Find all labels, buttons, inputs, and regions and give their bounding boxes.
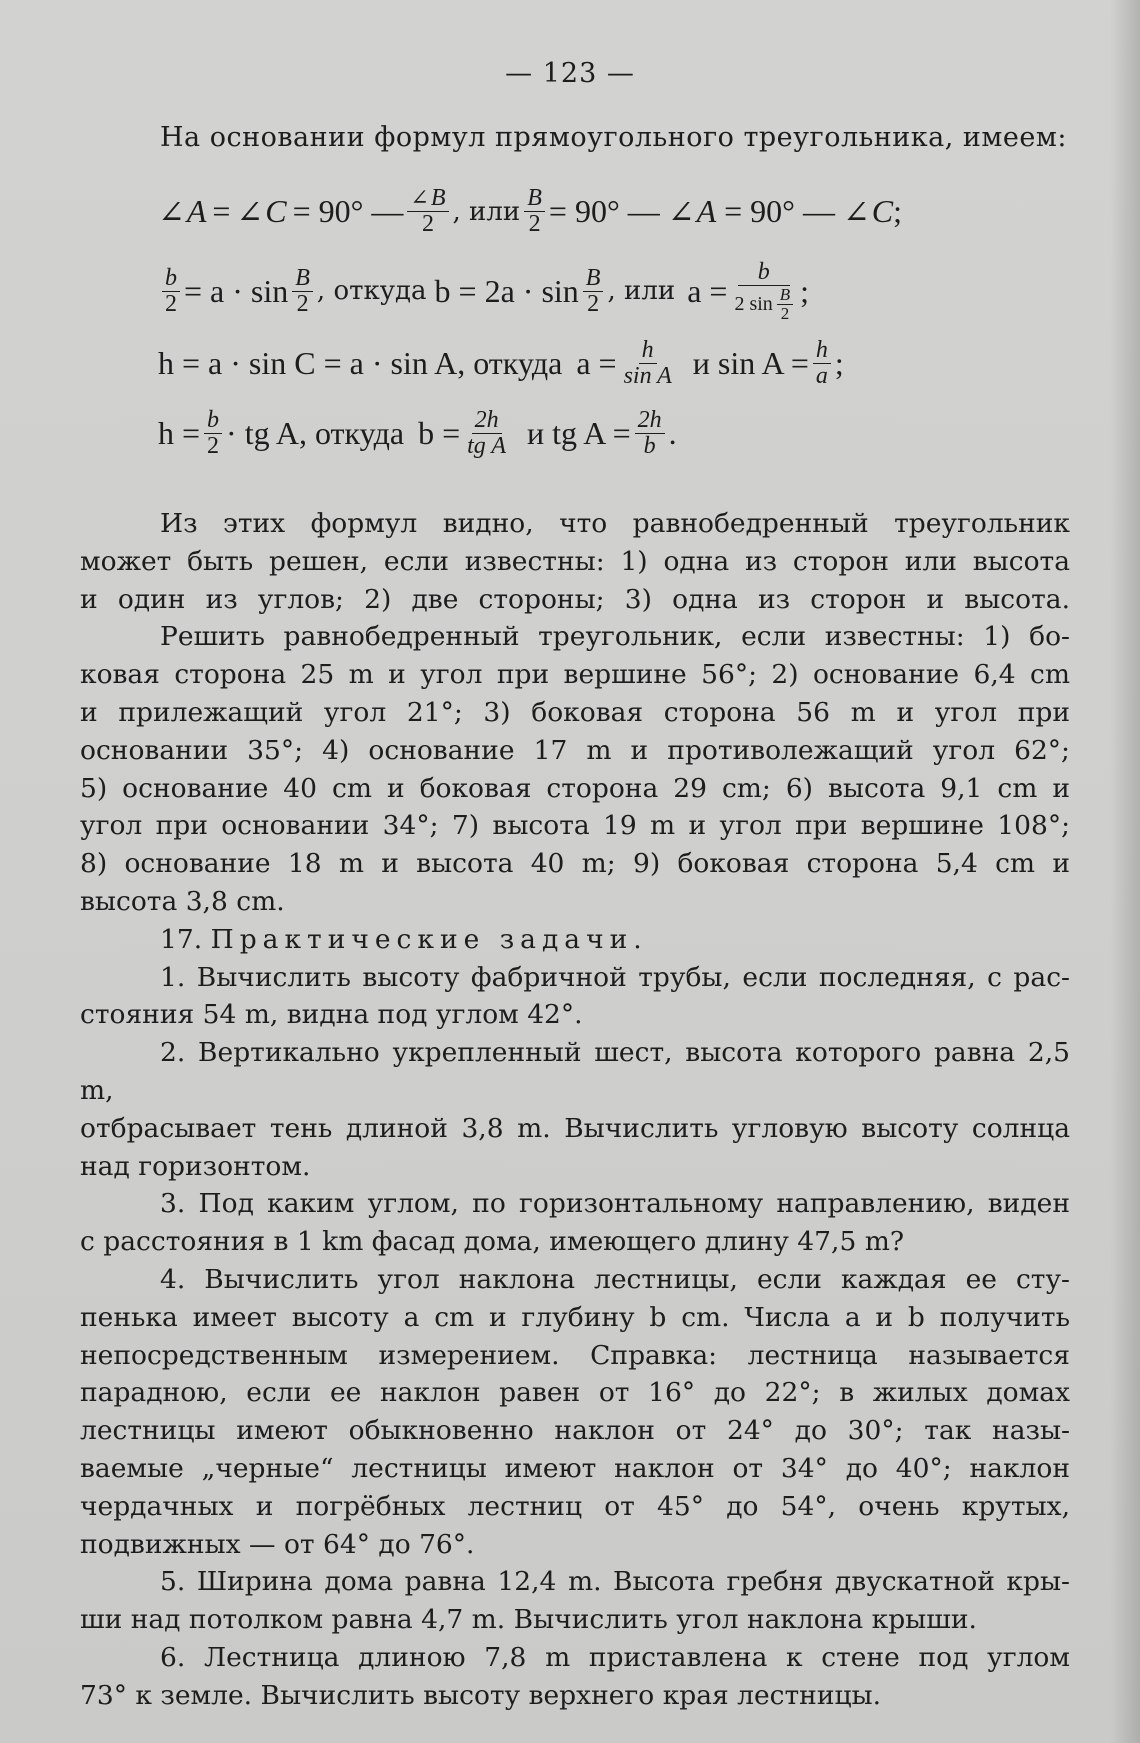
angle-symbol: ∠ — [158, 193, 185, 230]
task-line: непосредственным измерением. Справка: лестница называется — [80, 1339, 1070, 1371]
paragraph-line: 5) основание 40 cm и боковая сторона 29 cm; 6) высота 9,1 cm и — [80, 772, 1070, 804]
var-a: A — [186, 193, 207, 230]
formula-text: a = — [687, 272, 728, 309]
paragraph-line: Из этих формул видно, что равнобедренный треугольник — [160, 508, 1070, 539]
angle-symbol: ∠ — [667, 193, 695, 230]
var-c: C — [265, 193, 287, 230]
task-line: над горизонтом. — [80, 1150, 311, 1182]
equals-90: = 90° — — [548, 193, 660, 230]
task-line: 6. Лестница длиною 7,8 m приставлена к стене под углом — [160, 1641, 1070, 1673]
formula-text: и tg A = — [527, 415, 631, 452]
task-line: ши над потолком равна 4,7 m. Вычислить угол наклона крыши. — [80, 1604, 977, 1636]
formula-sides — [158, 260, 1078, 323]
fraction-b-over-2: $\frac{b}{2}$ — [204, 408, 222, 459]
section-number: 17. — [160, 923, 203, 955]
fraction-2h-over-tgA: $\frac{2h}{\text{tg A}}$ — [467, 407, 507, 460]
task-line: 73° к земле. Вычислить высоту верхнего края лестницы. — [80, 1679, 882, 1711]
formula-text: h = — [158, 415, 201, 452]
equals-90: = 90° — — [292, 193, 404, 230]
paragraph-line: и прилежащий угол 21°; 3) боковая сторона 56 m и угол при — [80, 696, 1070, 728]
task-line: 1. Вычислить высоту фабричной трубы, если последняя, с рас- — [160, 961, 1070, 993]
formula-text: b = — [418, 415, 461, 452]
fraction-b-over-2: $\frac{\angle B}{2}$ — [407, 186, 448, 237]
or-text: , или — [452, 196, 521, 227]
fraction-2h-over-b: $\frac{2h}{b}$ — [635, 408, 665, 459]
fraction-h-over-sinA: $\frac{h}{\text{sin A}}$ — [623, 337, 672, 390]
formula-angles — [158, 186, 1078, 237]
equals: = — [212, 193, 231, 230]
whence-text: , откуда — [316, 276, 427, 307]
fraction-b-over-2sin: b 2 sin $\frac{B}{2}$ — [731, 260, 796, 323]
formula-text: = a · sin — [184, 272, 289, 309]
fraction-b-over-2: $\frac{b}{2}$ — [162, 266, 180, 317]
task-line: 3. Под каким углом, по горизонтальному направлению, виден — [160, 1188, 1070, 1220]
equals-90: = 90° — — [724, 193, 835, 230]
task-line: отбрасывает тень длиной 3,8 m. Вычислить угловую высоту солнца — [80, 1112, 1070, 1144]
var-a: A — [696, 193, 717, 230]
paragraph-line: и один из углов; 2) две стороны; 3) одна из сторон и высота. — [80, 583, 1070, 615]
task-line: подвижных — от 64° до 76°. — [80, 1528, 475, 1560]
body-text — [80, 505, 1070, 1715]
paragraph-line: высота 3,8 cm. — [80, 885, 285, 917]
period: . — [668, 415, 677, 452]
task-line: чердачных и погрёбных лестниц от 45° до 54°, очень крутых, — [80, 1490, 1070, 1522]
formula-text: a = — [576, 345, 617, 382]
section-heading — [80, 921, 1070, 959]
semicolon: ; — [800, 272, 810, 309]
task-line: пенька имеет высоту a cm и глубину b cm. Числа a и b получить — [80, 1301, 1070, 1333]
angle-symbol: ∠ — [842, 193, 870, 230]
formula-text: h = a · sin C = a · sin A, откуда — [158, 345, 563, 382]
formula-text: и sin A = — [692, 345, 809, 382]
task-line: 5. Ширина дома равна 12,4 m. Высота гребня двускатной кры- — [160, 1566, 1070, 1598]
formula-text: · tg A, откуда — [226, 415, 405, 452]
formula-tangent — [158, 408, 1078, 459]
paragraph-line: Решить равнобедренный треугольник, если известны: 1) бо- — [160, 621, 1070, 653]
paragraph-line: может быть решен, если известны: 1) одна из сторон или высота — [80, 545, 1070, 577]
paragraph-line: основании 35°; 4) основание 17 m и противолежащий угол 62°; — [80, 734, 1070, 766]
var-c: C — [871, 193, 894, 230]
lead-sentence: На основании формул прямоугольного треугольника, имеем: — [160, 122, 1067, 153]
fraction-b-over-2: $\frac{B}{2}$ — [292, 266, 313, 317]
task-line: парадною, если ее наклон равен от 16° до 22°; в жилых домах — [80, 1377, 1070, 1409]
paragraph-line: угол при основании 34°; 7) высота 19 m и угол при вершине 108°; — [80, 810, 1070, 842]
angle-symbol: ∠ — [236, 193, 264, 230]
or-text: , или — [607, 276, 676, 307]
page-number: — 123 — — [505, 58, 635, 89]
task-line: лестницы имеют обыкновенно наклон от 24° до 30°; так назы- — [80, 1415, 1070, 1447]
task-line: 2. Вертикально укрепленный шест, высота которого равна 2,5 m, — [80, 1037, 1070, 1106]
paragraph-line: ковая сторона 25 m и угол при вершине 56°; 2) основание 6,4 cm — [80, 659, 1070, 691]
formula-text: b = 2a · sin — [434, 272, 579, 309]
paragraph-line: 8) основание 18 m и высота 40 m; 9) боковая сторона 5,4 cm и — [80, 848, 1070, 880]
fraction-b-over-2-second: $\frac{B}{2}$ — [524, 186, 545, 237]
task-line: ваемые „черные“ лестницы имеют наклон от 34° до 40°; наклон — [80, 1452, 1070, 1484]
task-line: стояния 54 m, видна под углом 42°. — [80, 999, 583, 1031]
formula-height — [158, 338, 1078, 389]
fraction-b-over-2: $\frac{B}{2}$ — [583, 266, 604, 317]
page-edge-shadow — [1110, 0, 1140, 1743]
semicolon: ; — [893, 193, 902, 230]
semicolon: ; — [834, 345, 844, 382]
task-line: с расстояния в 1 km фасад дома, имеющего длину 47,5 m? — [80, 1226, 905, 1258]
section-title: Практические задачи. — [210, 923, 648, 955]
fraction-h-over-a: $\frac{h}{a}$ — [813, 338, 831, 389]
task-line: 4. Вычислить угол наклона лестницы, если каждая ее сту- — [160, 1263, 1070, 1295]
